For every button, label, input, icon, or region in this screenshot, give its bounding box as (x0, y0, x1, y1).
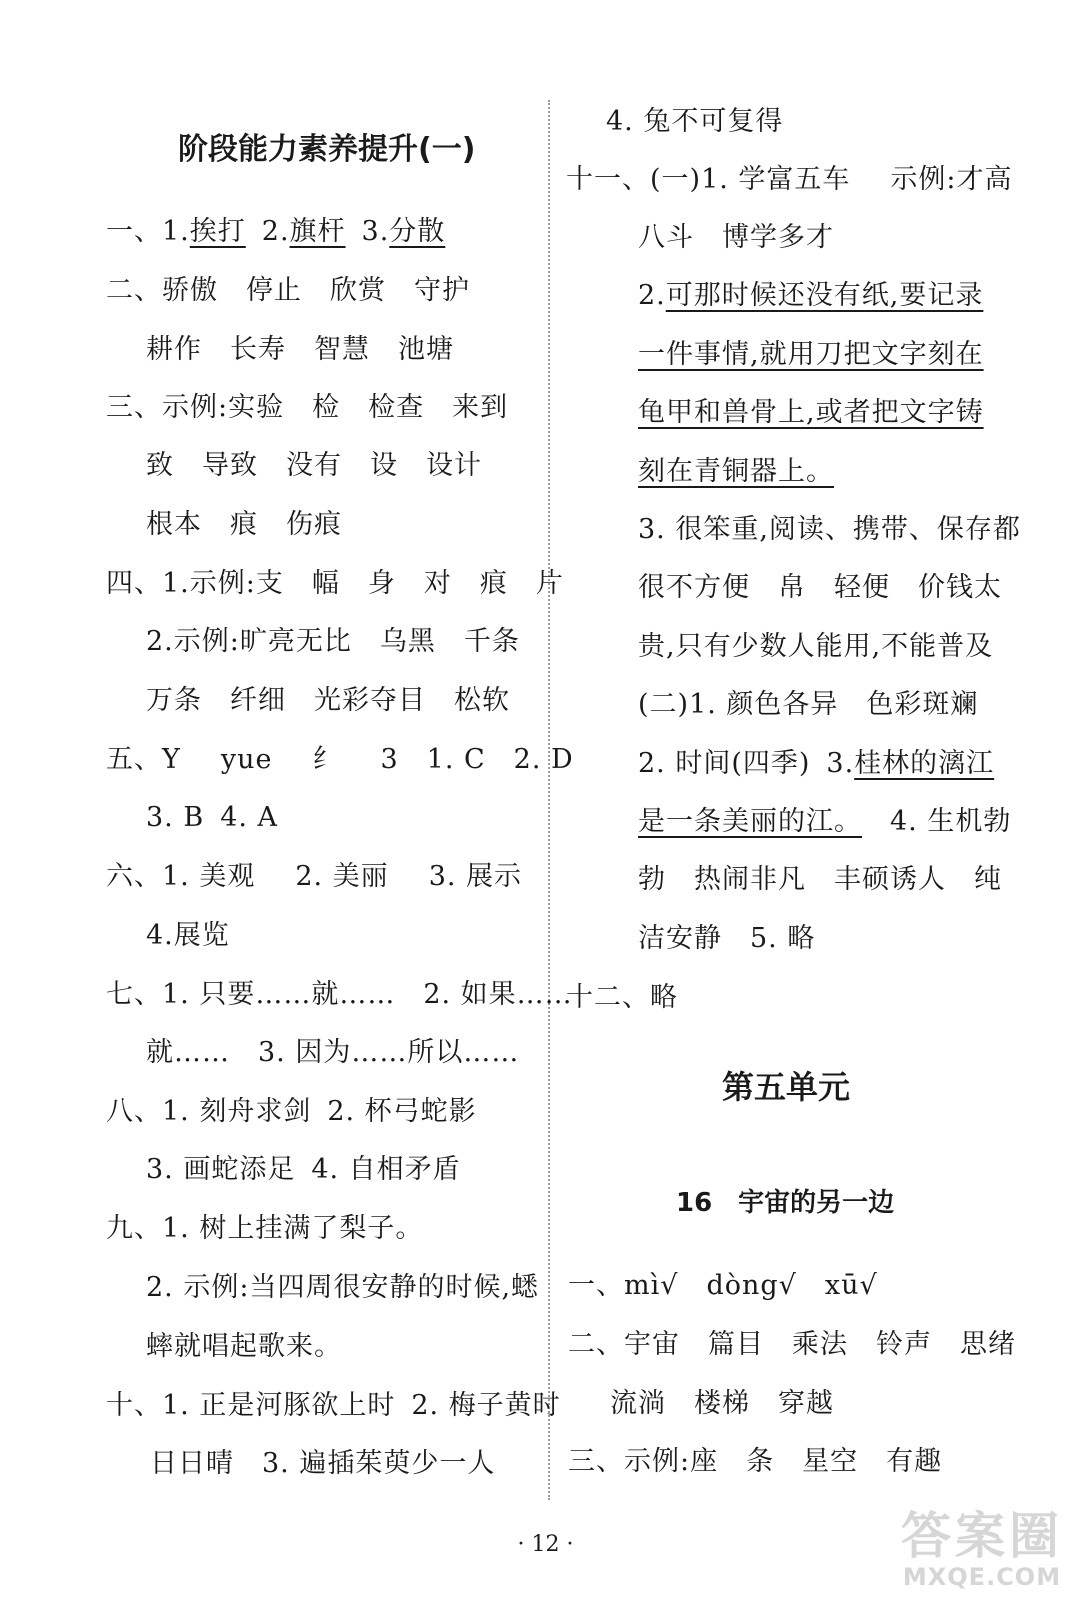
answer-line: 八斗 博学多才 (638, 222, 834, 253)
answer-line: 2.示例:旷亮无比 乌黑 千条 (146, 626, 520, 657)
watermark-text: 答案圈 (901, 1507, 1063, 1565)
unit-title: 第五单元 (722, 1068, 851, 1106)
answer-line: 4.展览 (146, 920, 230, 951)
answer-line: 十、1. 正是河豚欲上时 2. 梅子黄时 (106, 1390, 561, 1421)
answer-line: 日日晴 3. 遍插茱萸少一人 (150, 1448, 496, 1479)
answer-line: 2. 示例:当四周很安静的时候,蟋 (146, 1272, 540, 1303)
answer-line: 是一条美丽的江。 4. 生机勃 (638, 806, 1012, 837)
answer-line: 十二、略 (566, 982, 678, 1013)
underlined-answer: 分散 (389, 216, 446, 247)
answer-line: 致 导致 没有 设 设计 (146, 450, 482, 481)
answer-line: 四、1.示例:支 幅 身 对 痕 片 (106, 568, 564, 599)
answer-line: 三、示例:实验 检 检查 来到 (106, 392, 509, 423)
underlined-answer: 龟甲和兽骨上,或者把文字铸 (638, 397, 984, 428)
answer-line: 3. B 4. A (146, 802, 279, 833)
underlined-answer: 旗杆 (289, 216, 346, 247)
underlined-answer: 可那时候还没有纸,要记录 (665, 280, 984, 311)
answer-line: 就…… 3. 因为……所以…… (146, 1037, 520, 1068)
answer-line: 根本 痕 伤痕 (146, 509, 342, 540)
answer-line: 九、1. 树上挂满了梨子。 (106, 1213, 424, 1244)
answer-line: 五、Y yue 纟 3 1. C 2. D (106, 744, 574, 775)
underlined-answer: 一件事情,就用刀把文字刻在 (638, 339, 984, 370)
answer-line: 3. 画蛇添足 4. 自相矛盾 (146, 1154, 461, 1185)
answer-line: 3. 很笨重,阅读、携带、保存都 (638, 514, 1021, 545)
answer-line: 流淌 楼梯 穿越 (610, 1388, 834, 1419)
answer-line: 八、1. 刻舟求剑 2. 杯弓蛇影 (106, 1096, 477, 1127)
answer-line: 七、1. 只要……就…… 2. 如果…… (106, 979, 573, 1010)
answer-line: 4. 兔不可复得 (606, 106, 784, 137)
answer-line: 耕作 长寿 智慧 池塘 (146, 334, 454, 365)
answer-line: 很不方便 帛 轻便 价钱太 (638, 572, 1002, 603)
underlined-answer: 是一条美丽的江。 (638, 806, 862, 837)
answer-line: 二、宇宙 篇目 乘法 铃声 思绪 (568, 1329, 1016, 1360)
answer-line: 蟀就唱起歌来。 (146, 1331, 342, 1362)
lesson-title: 16 宇宙的另一边 (676, 1188, 895, 1218)
watermark-logo (887, 1508, 1077, 1594)
watermark-url: MXQE.COM (902, 1563, 1062, 1591)
answer-line: 2. 时间(四季) 3.桂林的漓江 (638, 748, 995, 779)
answer-line: 贵,只有少数人能用,不能普及 (638, 631, 994, 662)
answer-line: 一、mì√ dòng√ xū√ (568, 1270, 878, 1301)
answer-line: 二、骄傲 停止 欣赏 守护 (106, 275, 470, 306)
answer-line: 勃 热闹非凡 丰硕诱人 纯 (638, 864, 1002, 895)
answer-line: 十一、(一)1. 学富五车 示例:才高 (566, 164, 1013, 195)
underlined-answer: 刻在青铜器上。 (638, 456, 834, 487)
answer-line: 六、1. 美观 2. 美丽 3. 展示 (106, 861, 523, 892)
answer-line: 万条 纤细 光彩夺目 松软 (146, 685, 510, 716)
answer-line: 三、示例:座 条 星空 有趣 (568, 1446, 943, 1477)
page-number: · 12 · (517, 1532, 574, 1557)
underlined-answer: 挨打 (189, 216, 246, 247)
column-divider (548, 100, 550, 1500)
answer-line: 洁安静 5. 略 (638, 923, 816, 954)
answer-line: 一、1.挨打 2.旗杆 3.分散 (106, 216, 446, 247)
underlined-answer: 桂林的漓江 (854, 748, 995, 779)
answer-line: (二)1. 颜色各异 色彩斑斓 (638, 689, 979, 720)
section-title: 阶段能力素养提升(一) (178, 132, 476, 167)
answer-line: 2.可那时候还没有纸,要记录 (638, 280, 984, 311)
